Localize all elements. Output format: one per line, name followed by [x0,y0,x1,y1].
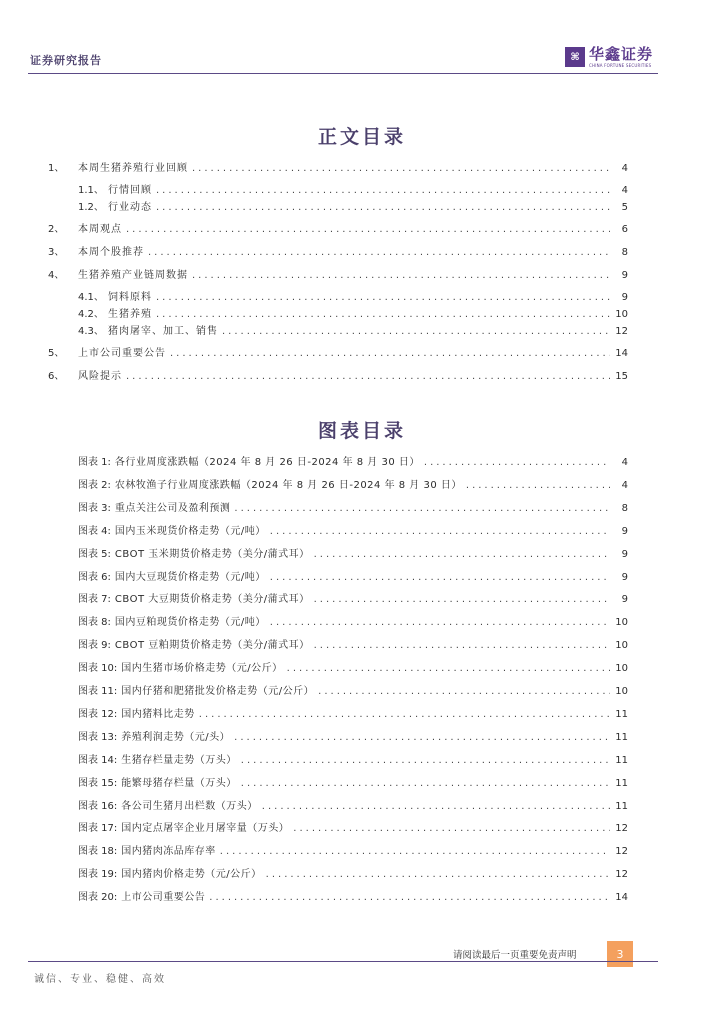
toc-leader-dots [287,662,610,676]
toc-entry-page: 14 [615,348,628,359]
toc-entry-title: 行业动态 [108,202,152,213]
toc-entry[interactable] [48,269,628,283]
figure-entry-title: 国内猪料比走势 [121,708,195,720]
figure-entry-title: 国内大豆现货价格走势（元/吨） [114,571,266,583]
toc-leader-dots [170,347,610,361]
figure-entry-title: 国内猪肉价格走势（元/公斤） [121,869,262,881]
figure-entry-number: 图表 12: [78,708,118,720]
toc-entry-number: 1.2、 [78,202,104,213]
toc-leader-dots [314,639,610,653]
figure-entry-page: 4 [621,479,628,491]
disclaimer-notice[interactable]: 请阅读最后一页重要免责声明 [453,950,577,961]
figure-entry-title: 各行业周度涨跌幅（2024 年 8 月 26 日-2024 年 8 月 30 日） [114,457,420,468]
figure-entry-number: 图表 10: [78,663,118,675]
figure-entry-title: 养殖利润走势（元/头） [121,731,231,743]
toc-entry-number: 4.3、 [78,326,104,337]
figure-entry-page: 9 [621,594,628,606]
figure-entry-title: 国内仔猪和肥猪批发价格走势（元/公斤） [121,686,315,697]
figure-entry-page: 12 [615,869,628,881]
toc-entry[interactable] [78,308,628,322]
figure-entry-title: 重点关注公司及盈利预测 [114,502,231,514]
figure-toc-entry[interactable] [78,777,628,791]
figure-entry-page: 11 [615,731,628,743]
figure-entry-title: 农林牧渔子行业周度涨跌幅（2024 年 8 月 26 日-2024 年 8 月 30 日） [114,479,462,491]
toc-entry-number: 5、 [48,348,65,359]
toc-leader-dots [156,308,610,322]
figure-entry-page: 11 [615,754,628,766]
figure-entry-number: 图表 11: [78,686,118,697]
figure-entry-page: 10 [615,640,628,652]
figure-toc-entry[interactable] [78,548,628,562]
toc-leader-dots [318,685,610,699]
figure-entry-page: 11 [615,800,628,812]
figure-entry-number: 图表 7: [78,594,111,606]
logo-name-cn: 华鑫证券 [589,45,654,63]
figure-entry-title: CBOT 玉米期货价格走势（美分/蒲式耳） [114,548,310,560]
toc-entry[interactable] [78,201,628,215]
toc-leader-dots [270,525,610,539]
figure-entry-number: 图表 9: [78,640,111,652]
toc-entry-page: 8 [621,247,628,258]
toc-entry-number: 2、 [48,224,65,235]
toc-entry[interactable] [78,184,628,198]
figure-toc-entry[interactable] [78,800,628,814]
figure-entry-page: 14 [615,892,628,904]
toc-leader-dots [424,456,610,470]
figure-entry-page: 11 [615,777,628,789]
toc-leader-dots [222,325,610,339]
figure-toc-entry[interactable] [78,891,628,905]
figure-toc-title: 图表目录 [317,420,406,442]
toc-entry-number: 4.1、 [78,292,104,303]
toc-entry-page: 4 [621,185,628,196]
figure-entry-title: 能繁母猪存栏量（万头） [121,777,237,789]
figure-entry-page: 11 [615,708,628,720]
toc-leader-dots [156,184,610,198]
toc-leader-dots [126,223,610,237]
figure-entry-title: 国内玉米现货价格走势（元/吨） [114,525,266,537]
toc-entry-number: 4.2、 [78,309,104,320]
toc-leader-dots [234,502,610,516]
toc-entry-page: 9 [621,270,628,281]
toc-entry-title: 风险提示 [78,371,122,382]
toc-entry[interactable] [78,325,628,339]
toc-entry-number: 6、 [48,371,65,382]
toc-leader-dots [270,616,610,630]
figure-entry-page: 10 [615,663,628,675]
figure-toc-entry[interactable] [78,845,628,859]
toc-entry[interactable] [48,370,628,384]
figure-toc-entry[interactable] [78,754,628,768]
figure-entry-number: 图表 5: [78,548,111,560]
figure-entry-number: 图表 8: [78,617,111,629]
toc-entry-number: 1、 [48,163,65,174]
figure-entry-number: 图表 20: [78,892,118,904]
toc-leader-dots [156,291,610,305]
toc-entry[interactable] [48,347,628,361]
toc-entry[interactable] [78,291,628,305]
figure-toc-entry[interactable] [78,685,628,699]
toc-leader-dots [262,800,610,814]
toc-leader-dots [199,708,610,722]
figure-entry-number: 图表 19: [78,869,118,881]
logo-icon: ⌘ [565,47,585,67]
figure-entry-title: 各公司生猪月出栏数（万头） [121,800,258,812]
figure-entry-number: 图表 4: [78,525,111,537]
figure-entry-page: 4 [621,457,628,468]
figure-toc-entry[interactable] [78,708,628,722]
toc-entry-title: 猪肉屠宰、加工、销售 [108,326,218,337]
figure-toc-entry[interactable] [78,479,628,493]
toc-entry-number: 4、 [48,270,65,281]
toc-leader-dots [234,731,610,745]
toc-entry[interactable] [48,223,628,237]
toc-leader-dots [241,777,610,791]
toc-entry-title: 生猪养殖产业链周数据 [78,270,188,281]
figure-toc-entry[interactable] [78,662,628,676]
figure-toc-entry[interactable] [78,731,628,745]
toc-entry-number: 1.1、 [78,185,104,196]
figure-entry-title: 上市公司重要公告 [121,892,206,904]
toc-entry-page: 10 [615,309,628,320]
figure-entry-page: 10 [615,686,628,697]
figure-entry-page: 12 [615,846,628,858]
toc-leader-dots [314,548,610,562]
figure-entry-number: 图表 13: [78,731,118,743]
toc-leader-dots [266,868,610,882]
figure-toc-entry[interactable] [78,868,628,882]
figure-toc-entry[interactable] [78,502,628,516]
figure-entry-page: 9 [621,525,628,537]
figure-toc-entry[interactable] [78,639,628,653]
toc-entry-page: 12 [615,326,628,337]
figure-entry-title: 国内定点屠宰企业月屠宰量（万头） [121,823,290,835]
page-number: 3 [607,941,633,967]
toc-leader-dots [192,269,610,283]
figure-entry-page: 12 [615,823,628,835]
toc-entry-title: 本周个股推荐 [78,247,144,258]
toc-leader-dots [293,822,610,836]
figure-entry-title: 国内生猪市场价格走势（元/公斤） [121,663,283,675]
figure-entry-title: 国内猪肉冻品库存率 [121,846,216,858]
figure-toc-entry[interactable] [78,571,628,585]
toc-leader-dots [466,479,610,493]
toc-entry-page: 4 [621,163,628,174]
figure-entry-number: 图表 15: [78,777,118,789]
figure-entry-number: 图表 17: [78,823,118,835]
figure-entry-page: 10 [615,617,628,629]
company-motto: 诚信、专业、稳健、高效 [34,974,166,985]
figure-entry-number: 图表 6: [78,571,111,583]
toc-leader-dots [314,593,610,607]
figure-entry-number: 图表 3: [78,502,111,514]
figure-entry-number: 图表 14: [78,754,118,766]
toc-leader-dots [192,162,610,176]
toc-entry-page: 5 [621,202,628,213]
toc-entry-title: 生猪养殖 [108,309,152,320]
header-divider [28,73,658,74]
toc-leader-dots [270,571,610,585]
toc-entry-title: 饲料原料 [108,292,152,303]
toc-entry-number: 3、 [48,247,65,258]
toc-entry-title: 上市公司重要公告 [78,348,166,359]
figure-toc-entry[interactable] [78,616,628,630]
company-logo [565,47,653,69]
footer-divider [28,961,658,962]
toc-leader-dots [148,246,610,260]
figure-toc-entry[interactable] [78,456,628,470]
figure-entry-title: 国内豆粕现货价格走势（元/吨） [114,617,266,629]
toc-entry-title: 本周生猪养殖行业回顾 [78,163,188,174]
figure-entry-number: 图表 1: [78,457,111,468]
figure-toc-entry[interactable] [78,525,628,539]
figure-entry-page: 8 [621,502,628,514]
toc-entry[interactable] [48,246,628,260]
figure-entry-page: 9 [621,571,628,583]
toc-leader-dots [209,891,610,905]
figure-entry-title: 生猪存栏量走势（万头） [121,754,237,766]
toc-leader-dots [220,845,610,859]
toc-entry-page: 15 [615,371,628,382]
figure-entry-title: CBOT 大豆期货价格走势（美分/蒲式耳） [114,594,310,606]
main-toc-title: 正文目录 [317,126,406,148]
toc-entry-page: 6 [621,224,628,235]
toc-entry-page: 9 [621,292,628,303]
figure-toc-entry[interactable] [78,822,628,836]
toc-entry-title: 行情回顾 [108,185,152,196]
toc-leader-dots [241,754,610,768]
figure-toc-entry[interactable] [78,593,628,607]
toc-entry-title: 本周观点 [78,224,122,235]
figure-entry-page: 9 [621,548,628,560]
figure-entry-number: 图表 2: [78,479,111,491]
logo-name-en: CHINA FORTUNE SECURITIES [589,63,652,68]
report-type-label: 证券研究报告 [30,54,102,67]
figure-entry-number: 图表 16: [78,800,118,812]
toc-leader-dots [156,201,610,215]
toc-entry[interactable] [48,162,628,176]
figure-entry-number: 图表 18: [78,846,118,858]
toc-leader-dots [126,370,610,384]
figure-entry-title: CBOT 豆粕期货价格走势（美分/蒲式耳） [114,640,310,652]
